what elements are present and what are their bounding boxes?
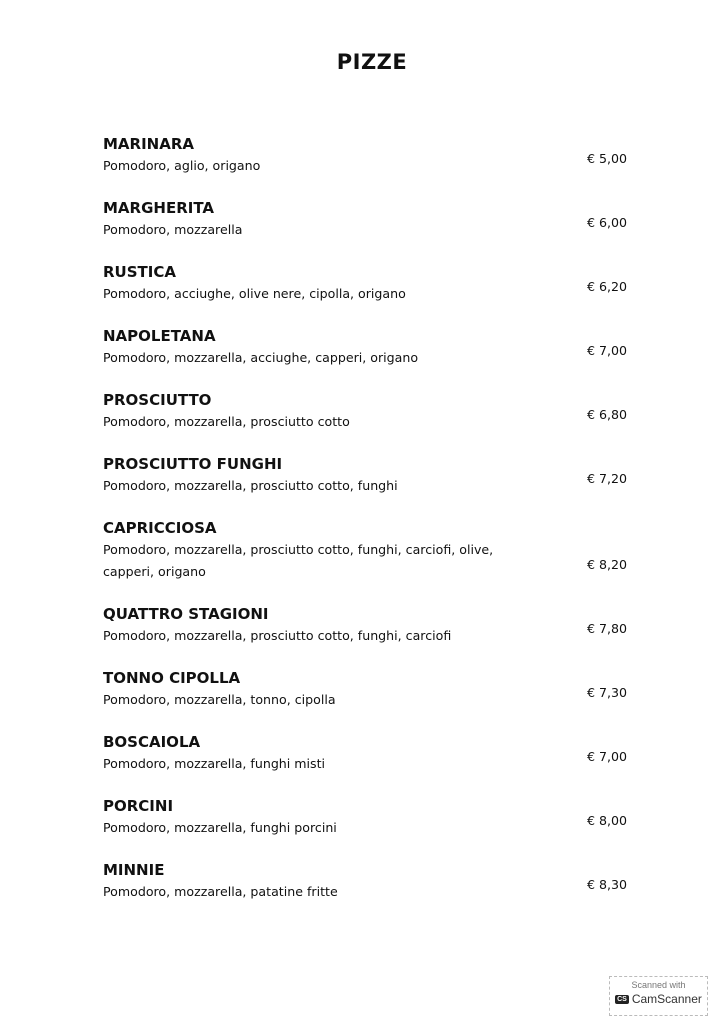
item-name: BOSCAIOLA [103, 733, 201, 751]
item-price: € 6,20 [586, 279, 627, 294]
menu-item [103, 731, 627, 775]
item-name: MARGHERITA [103, 199, 215, 217]
menu-item [103, 389, 627, 433]
menu-item [103, 795, 627, 839]
item-name: MARINARA [103, 135, 194, 153]
item-price: € 6,00 [586, 215, 627, 230]
item-description: Pomodoro, mozzarella, funghi misti [103, 756, 326, 771]
watermark-brand: CamScanner [631, 992, 702, 1006]
item-description: Pomodoro, mozzarella, prosciutto cotto, funghi [103, 478, 398, 493]
menu-item [103, 325, 627, 369]
item-description: Pomodoro, mozzarella, prosciutto cotto [103, 414, 350, 429]
item-description: Pomodoro, mozzarella, prosciutto cotto, funghi, carciofi, olive, capperi, origano [103, 542, 494, 579]
item-description: Pomodoro, aglio, origano [103, 158, 261, 173]
item-name: MINNIE [103, 861, 165, 879]
item-description: Pomodoro, acciughe, olive nere, cipolla, origano [103, 286, 406, 301]
item-name: CAPRICCIOSA [103, 519, 217, 537]
menu-item [103, 667, 627, 711]
item-price: € 7,30 [586, 685, 627, 700]
menu-item [103, 133, 627, 177]
item-name: PORCINI [103, 797, 174, 815]
item-name: RUSTICA [103, 263, 176, 281]
menu-item [103, 859, 627, 903]
menu-item [103, 197, 627, 241]
menu-item [103, 453, 627, 497]
menu-item [103, 603, 627, 647]
pizza-menu-list [103, 133, 627, 923]
item-name: NAPOLETANA [103, 327, 216, 345]
camscanner-watermark [609, 976, 708, 1016]
watermark-text: Scanned with [631, 980, 686, 990]
menu-item [103, 261, 627, 305]
page-title: PIZZE [336, 50, 408, 74]
item-price: € 8,20 [586, 557, 627, 572]
item-price: € 7,80 [586, 621, 627, 636]
item-name: TONNO CIPOLLA [103, 669, 241, 687]
item-price: € 7,20 [586, 471, 627, 486]
item-price: € 7,00 [586, 343, 627, 358]
item-description: Pomodoro, mozzarella, tonno, cipolla [103, 692, 336, 707]
camscanner-logo-icon: CS [617, 995, 627, 1003]
item-price: € 6,80 [586, 407, 627, 422]
item-price: € 8,30 [586, 877, 627, 892]
item-price: € 8,00 [586, 813, 627, 828]
menu-item [103, 517, 627, 583]
item-name: QUATTRO STAGIONI [103, 605, 269, 623]
item-description: Pomodoro, mozzarella, patatine fritte [103, 884, 338, 899]
item-name: PROSCIUTTO FUNGHI [103, 455, 283, 473]
item-description: Pomodoro, mozzarella, funghi porcini [103, 820, 337, 835]
item-name: PROSCIUTTO [103, 391, 212, 409]
item-description: Pomodoro, mozzarella, prosciutto cotto, funghi, carciofi [103, 628, 452, 643]
item-description: Pomodoro, mozzarella, acciughe, capperi, origano [103, 350, 419, 365]
item-price: € 5,00 [586, 151, 627, 166]
item-price: € 7,00 [586, 749, 627, 764]
item-description: Pomodoro, mozzarella [103, 222, 243, 237]
